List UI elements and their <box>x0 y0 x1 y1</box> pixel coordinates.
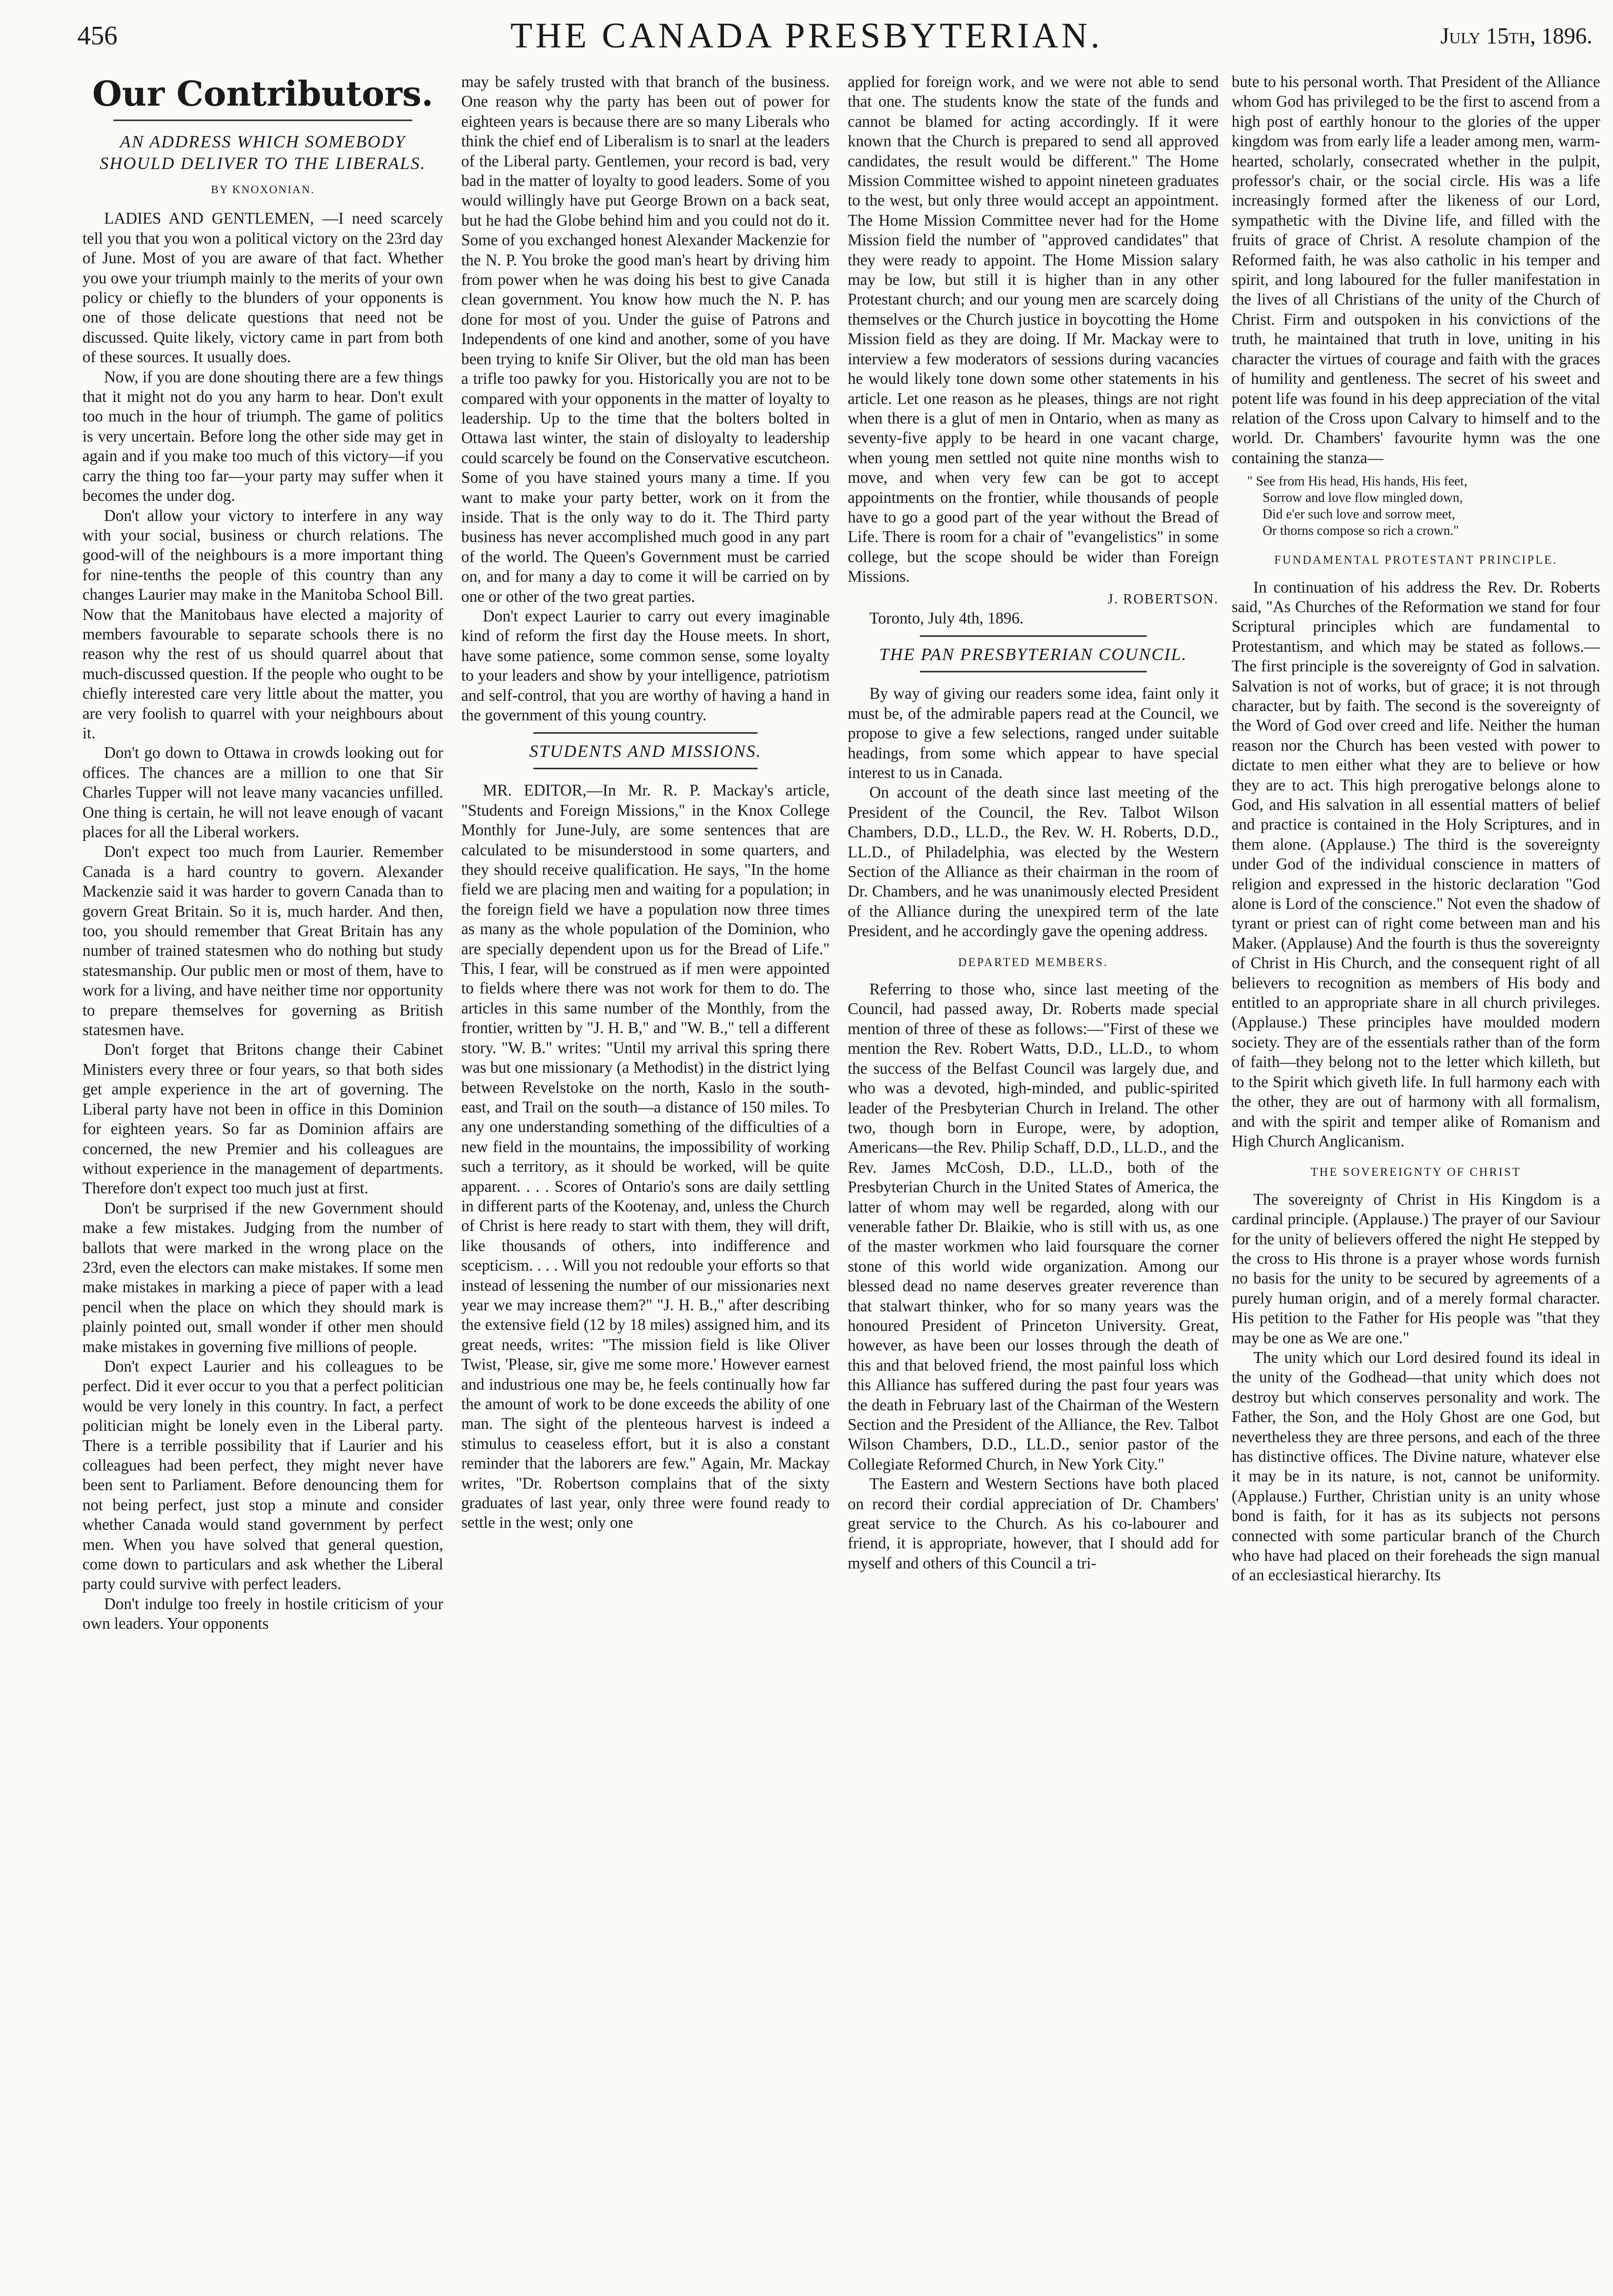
paragraph: By way of giving our readers some idea, faint only it must be, of the admirable papers read at the Council, we propose to give a few selections, ranged under suitable headings, from some which appear to have special interest to us in Canada. <box>848 684 1219 782</box>
paragraph: In continuation of his address the Rev. Dr. Roberts said, "As Churches of the Reformation we stand for four Scriptural principles which are fundamental to Protestantism, and which may be stated as follows.—The first principle is the sovereignty of God in salvation. Salvation is not of works, but of grace; it is not through character, but by faith. The second is the sovereignty of the Word of God over creed and life. Neither the human reason nor the Church has been vested with power to dictate to men either what they are to believe or how they are to act. This high prerogative belongs alone to God, and His salvation in all essential matters of belief and practice is contained in the Holy Scriptures, and in them alone. (Applause.) The third is the sovereignty under God of the individual conscience in matters of religion and expressed in the historic declaration "God alone is Lord of the conscience." Not even the shadow of tyrant or priest can of right come between man and his Maker. (Applause) And the fourth is thus the sovereignty of Christ in His Church, and the consequent right of all believers to recognition as members of His body and entitled to an appropriate share in all church privileges. (Applause.) These principles have moulded modern society. They are of the essentials rather than of the form of faith—they belong not to the letter which killeth, but to the Spirit which giveth life. In full harmony each with the other, they are out of harmony with all formalism, and with the spirit and temper alike of Romanism and High Church Anglicanism. <box>1232 578 1600 1150</box>
paragraph: Don't indulge too freely in hostile criticism of your own leaders. Your opponents <box>82 1594 443 1633</box>
paragraph: The sovereignty of Christ in His Kingdom is a cardinal principle. (Applause.) The prayer of our Saviour for the unity of believers offered the night He stepped by the cross to His throne is a prayer whose words furnish no basis for the unity to be secured by agreements of a purely human origin, and of a merely formal character. His petition to the Father for His people was "that they may be one as We are one." <box>1232 1190 1600 1347</box>
paragraph: MR. EDITOR,—In Mr. R. P. Mackay's article, "Students and Foreign Missions," in the Knox College Monthly for June-July, are some sentences that are calculated to be misunderstood in some quarters, and they should receive qualification. He says, "In the home field we are placing men and waiting for a population; in the foreign field we have a population now three times as many as the whole population of the Dominion, who are specially dependent upon us for the Bread of Life." This, I fear, will be construed as if men were appointed to fields where there was not work for them to do. The articles in this same number of the Monthly, from the frontier, written by "J. H. B," and "W. B.," tell a different story. "W. B." writes: "Until my arrival this spring there was but one missionary (a Methodist) in the district lying between Revelstoke on the north, Kaslo in the south-east, and Trail on the south—a distance of 150 miles. To any one understanding something of the difficulties of a new field in the mountains, the impossibility of working such a territory, as it should be worked, will be quite apparent. . . . Scores of Ontario's sons are daily settling in different parts of the Kootenay, and, unless the Church of Christ is here ready to start with them, they will drift, like thousands of others, into indifference and scepticism. . . . Will you not redouble your efforts so that instead of lessening the number of our missionaries next year we may increase them?" "J. H. B.," after describing the extensive field (12 by 18 miles) assigned him, and its great needs, writes: "The mission field is like Oliver Twist, 'Please, sir, give me some more.' However earnest and industrious one may be, he feels continually how far the amount of work to be done exceeds the ability of one man. The sight of the plenteous harvest is indeed a stimulus to ceaseless effort, but it is also a constant reminder that the laborers are few." Again, Mr. Mackay writes, "Dr. Robertson complains that of the sixty graduates of last year, only three were found ready to settle in the west; only one <box>461 781 830 1532</box>
column-4 <box>1232 72 1600 2283</box>
paragraph: LADIES AND GENTLEMEN, —I need scarcely tell you that you won a political victory on the 23rd day of June. Most of you are aware of that fact. Whether you owe your triumph mainly to the merits of your own policy or chiefly to the blunders of your opponents is one of those delicate questions that need not be discussed. Quite likely, victory came in part from both of these sources. It usually does. <box>82 209 443 366</box>
subheading: DEPARTED MEMBERS. <box>958 955 1108 969</box>
verse-line: Or thorns compose so rich a crown." <box>1263 523 1459 538</box>
column-1 <box>82 72 443 2283</box>
article-title: STUDENTS AND MISSIONS. <box>529 742 762 762</box>
paragraph: The unity which our Lord desired found its ideal in the unity of the Godhead—that unity which does not destroy but which conserves personality and work. The Father, the Son, and the Holy Ghost are one God, but nevertheless they are three persons, and each of the three has distinctive offices. The Divine nature, whatever else it may be in its nature, is not, cannot be uniformity. (Applause.) Further, Christian unity is an unity whose bond is faith, for it has as its subjects not persons connected with some particular branch of the Church who have had placed on their foreheads the sign manual of an ecclesiastical hierarchy. Its <box>1232 1348 1600 1584</box>
verse-line: Sorrow and love flow mingled down, <box>1263 490 1463 505</box>
paragraph: Don't be surprised if the new Government should make a few mistakes. Judging from the number of ballots that were marked in the wrong place on the 23rd, even the electors can make mistakes. If some men make mistakes in marking a piece of paper with a lead pencil when the place on which they should mark is plainly pointed out, small wonder if other men should make mistakes in governing five millions of people. <box>82 1198 443 1356</box>
divider <box>920 635 1147 637</box>
running-header <box>0 15 1613 62</box>
section-title: Our Contributors. <box>92 74 433 114</box>
hymn-verse <box>1247 473 1600 539</box>
paragraph: On account of the death since last meeting of the President of the Council, the Rev. Talbot Wilson Chambers, D.D., LL.D., the Rev. W. H. Roberts, D.D., LL.D., of Philadelphia, was elected by the Western Section of the Alliance as their chairman in the room of Dr. Chambers, and he was unanimously elected President of the Alliance during the unexpired term of the late President, and he accordingly gave the opening address. <box>848 783 1219 940</box>
paragraph: bute to his personal worth. That President of the Alliance whom God has privileged to be the first to ascend from a high post of earthly honour to the glories of the upper kingdom was from early life a leader among men, warm-hearted, scholarly, consecrated whether in the pulpit, professor's chair, or the social circle. His was a life increasingly formed after the likeness of our Lord, sympathetic with the Divine life, and filled with the fruits of grace of Christ. A resolute champion of the Reformed faith, he was also catholic in his temper and spirit, and long laboured for the fuller manifestation in the lives of all Christians of the unity of the Church of Christ. Firm and outspoken in his convictions of the truth, he maintained that truth in love, uniting in his character the virtues of courage and faith with the graces of humility and gentleness. The secret of his sweet and potent life was found in his deep appreciation of the vital relation of the Cross upon Calvary to himself and to the world. Dr. Chambers' favourite hymn was the one containing the stanza— <box>1232 73 1600 467</box>
paragraph: applied for foreign work, and we were not able to send that one. The students know the state of the funds and cannot be blamed for acting accordingly. If it were known that the Church is prepared to send all approved candidates, the result would be different." The Home Mission Committee wished to appoint nineteen graduates to the west, but only three would accept an appointment. The Home Mission Committee never had for the Home Mission field the number of "approved candidates" that they were ready to appoint. The Home Mission salary may be low, but still it is higher than in any other Protestant church; and our young men are scarcely doing themselves or the Church justice in boycotting the Home Mission field as they are doing. If Mr. Mackay were to interview a few moderators of sessions during vacancies he would likely tone down some other statements in his article. Let one reason as he pleases, things are not right when there is a glut of men in Ontario, when as many as seventy-five apply to be heard in one vacant charge, when young men settled not quite nine months wish to move, and when very few can be got to accept appointments on the frontier, while thousands of people have to go a good part of the year without the Bread of Life. There is room for a chair of "evangelistics" in some college, but the scope should be wider than Foreign Missions. <box>848 73 1219 586</box>
paragraph: Now, if you are done shouting there are a few things that it might not do you any harm to hear. Don't exult too much in the hour of triumph. The game of politics is very uncertain. Before long the other side may get in again and if you make too much of this victory—if you carry the thing too far—your party may suffer when it becomes the under dog. <box>82 367 443 505</box>
paragraph: Don't allow your victory to interfere in any way with your social, business or church relations. The good-will of the neighbours is a more important thing for nine-tenths the people of this country than any changes Laurier may make in the Manitoba School Bill. Now that the Manitobaus have elected a majority of members favourable to separate schools there is no reason why the rest of us should quarrel about that much-discussed question. If the people who ought to be chiefly interested care very little about the matter, you are very foolish to quarrel with your neighbours about it. <box>82 506 443 742</box>
masthead-title: THE CANADA PRESBYTERIAN. <box>510 16 1103 56</box>
article-title: THE PAN PRESBYTERIAN COUNCIL. <box>879 645 1187 665</box>
subheading: THE SOVEREIGNTY OF CHRIST <box>1310 1166 1521 1179</box>
issue-date: July 15th, 1896. <box>1440 23 1592 48</box>
subheading: FUNDAMENTAL PROTESTANT PRINCIPLE. <box>1274 553 1558 567</box>
divider <box>533 732 758 734</box>
verse-line: Did e'er such love and sorrow meet, <box>1263 507 1455 522</box>
divider <box>113 120 412 121</box>
paragraph: Don't expect Laurier and his colleagues to be perfect. Did it ever occur to you that a perfect politician would be very lonely in this country. In fact, a perfect politician might be lonely even in the Liberal party. There is a terrible possibility that if Laurier and his colleagues had been perfect, they might never have been sent to Parliament. Before denouncing them for not being perfect, just stop a minute and consider whether Canada would stand government by perfect men. When you have solved that general question, come down to particulars and ask whether the Liberal party could survive with perfect leaders. <box>82 1357 443 1593</box>
column-2 <box>461 72 830 2283</box>
article-title: AN ADDRESS WHICH SOMEBODY SHOULD DELIVER TO THE LIBERALS. <box>99 132 426 173</box>
page-number: 456 <box>77 21 117 50</box>
byline: BY KNOXONIAN. <box>211 183 315 196</box>
paragraph: Don't expect too much from Laurier. Remember Canada is a hard country to govern. Alexander Mackenzie said it was harder to govern Canada than to govern Great Britain. So it is, much harder. And then, too, you should remember that Great Britain has any number of trained statesmen who do nothing but study statesmanship. Our public men or most of them, have to work for a living, and have neither time nor opportunity to prepare themselves for governing as British statesmen have. <box>82 842 443 1039</box>
paragraph: Don't go down to Ottawa in crowds looking out for offices. The chances are a million to one that Sir Charles Tupper will not leave many vacancies unfilled. One thing is certain, he will not leave enough of vacant places for all the Liberal workers. <box>82 744 443 841</box>
column-3 <box>848 72 1219 2283</box>
verse-line: " See from His head, His hands, His feet, <box>1247 474 1468 489</box>
dateline: Toronto, July 4th, 1896. <box>869 609 1024 627</box>
divider <box>920 671 1147 672</box>
paragraph: The Eastern and Western Sections have both placed on record their cordial appreciation of Dr. Chambers' great service to the Church. As his co-labourer and friend, it is appropriate, however, that I should add for myself and others of this Council a tri- <box>848 1475 1219 1572</box>
divider <box>533 768 758 769</box>
paragraph: Don't expect Laurier to carry out every imaginable kind of reform the first day the House meets. In short, have some patience, some common sense, some loyalty to your leaders and show by your intelligence, patriotism and self-control, that you are worthy of having a hand in the government of this young country. <box>461 606 830 724</box>
paragraph: Referring to those who, since last meeting of the Council, had passed away, Dr. Roberts made special mention of three of these as follows:—"First of these we mention the Rev. Robert Watts, D.D., LL.D., to whom the success of the Belfast Council was largely due, and who was a devoted, high-minded, and public-spirited leader of the Presbyterian Church in Ireland. The other two, though born in Europe, were, by adoption, Americans—the Rev. Philip Schaff, D.D., LL.D., and the Rev. James McCosh, D.D., LL.D., both of the Presbyterian Church in the United States of America, the latter of whom may well be regarded, along with our venerable father Dr. Blaikie, who is still with us, as one of the master workmen who laid foursquare the corner stone of this world wide organization. Among our blessed dead no name deserves greater reverence than that stalwart thinker, who for so many years was the honoured President of Princeton University. Great, however, as have been our losses through the death of this and that beloved friend, the most painful loss which this Alliance has suffered during the past four years was the death in February last of the Chairman of the Western Section and the President of the Alliance, the Rev. Talbot Wilson Chambers, D.D., LL.D., senior pastor of the Collegiate Reformed Church, in New York City." <box>848 980 1219 1473</box>
signature: J. ROBERTSON. <box>1107 590 1219 606</box>
paragraph: Don't forget that Britons change their Cabinet Ministers every three or four years, so that both sides get ample experience in the art of governing. The Liberal party have not been in office in this Dominion for eighteen years. So far as Dominion affairs are concerned, the new Premier and his colleagues are without experience in the management of departments. Therefore don't expect too much just at first. <box>82 1040 443 1197</box>
paragraph: may be safely trusted with that branch of the business. One reason why the party has been out of power for eighteen years is because there are so many Liberals who think the chief end of Liberalism is to snarl at the leaders of the Liberal party. Gentlemen, your record is bad, very bad in the matter of loyalty to good leaders. Some of you would willingly have put George Brown on a back seat, but he had the Globe behind him and you could not do it. Some of you exchanged honest Alexander Mackenzie for the N. P. You broke the good man's heart by driving him from power when he was doing his best to give Canada clean government. You know how much the N. P. has done for most of you. Under the guise of Patrons and Independents of one kind and another, some of you have been trying to knife Sir Oliver, but the old man has been a trifle too pawky for you. Historically you are not to be compared with your opponents in the matter of loyalty to leadership. Up to the time that the bolters bolted in Ottawa last winter, the stain of disloyalty to leadership could scarcely be found on the Conservative escutcheon. Some of you have stained yours many a time. If you want to make your party better, work on it from the inside. That is the only way to do it. The Third party business has never accomplished much good in any part of the world. The Queen's Government must be carried on, and for many a day to come it will be carried on by one or other of the two great parties. <box>461 73 830 605</box>
